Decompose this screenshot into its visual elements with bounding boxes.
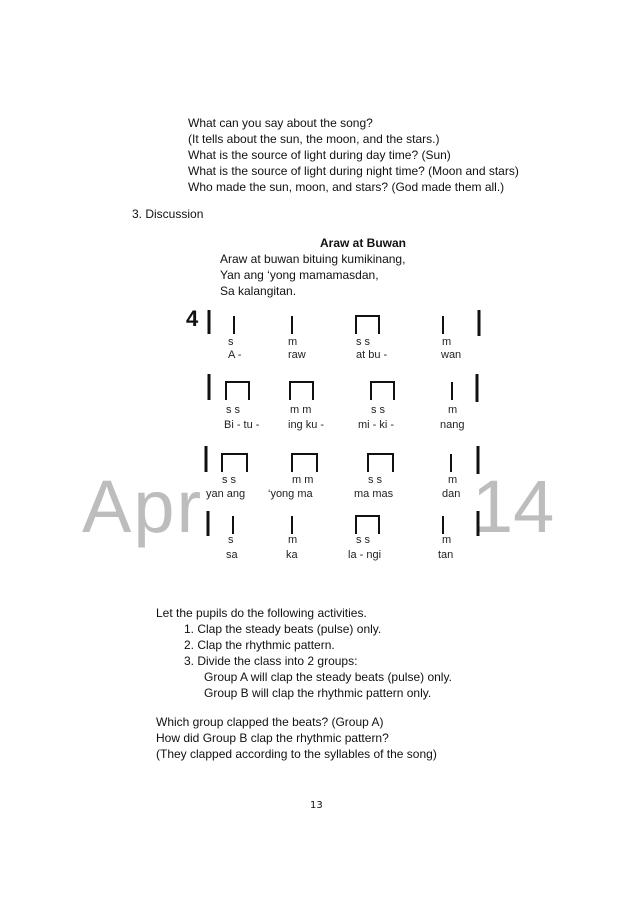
closing-line: (They clapped according to the syllables of the song): [156, 747, 437, 761]
syllable: ‘yong ma: [268, 488, 313, 500]
syllable: Bi - tu -: [224, 419, 260, 431]
syllable: raw: [288, 349, 306, 361]
activity-item: 1. Clap the steady beats (pulse) only.: [184, 622, 382, 636]
watermark-right: 14: [472, 465, 555, 548]
solfa-note: m: [442, 336, 452, 348]
syllable: dan: [442, 488, 461, 500]
activities-intro: Let the pupils do the following activities.: [156, 606, 367, 620]
solfa-note: m: [288, 534, 298, 546]
syllable: yan ang: [206, 488, 246, 500]
question-line: What can you say about the song?: [188, 116, 373, 130]
group-item: Group A will clap the steady beats (pulse) only.: [204, 670, 452, 684]
time-signature: 4: [186, 306, 199, 331]
syllable: tan: [438, 549, 454, 561]
question-line: (It tells about the sun, the moon, and the stars.): [188, 132, 440, 146]
syllable: ma mas: [354, 488, 394, 500]
syllable: A -: [228, 349, 242, 361]
solfa-note: s: [228, 336, 234, 348]
solfa-note: s s: [222, 474, 237, 486]
solfa-note: s s: [371, 404, 386, 416]
lyric-line: Araw at buwan bituing kumikinang,: [220, 252, 406, 266]
solfa-note: s s: [356, 336, 371, 348]
solfa-note: m: [448, 404, 458, 416]
syllable: sa: [226, 549, 238, 561]
song-title: Araw at Buwan: [320, 236, 407, 250]
solfa-note: m m: [290, 404, 312, 416]
question-line: What is the source of light during day time? (Sun): [188, 148, 451, 162]
question-line: Who made the sun, moon, and stars? (God made them all.): [188, 180, 505, 194]
solfa-note: m: [288, 336, 298, 348]
solfa-note: s: [228, 534, 234, 546]
activity-item: 3. Divide the class into 2 groups:: [184, 654, 358, 668]
syllable: at bu -: [356, 349, 388, 361]
syllable: wan: [441, 349, 462, 361]
lyric-line: Yan ang ‘yong mamamasdan,: [220, 268, 379, 282]
activity-item: 2. Clap the rhythmic pattern.: [184, 638, 335, 652]
syllable: ka: [286, 549, 298, 561]
watermark-left: Apr: [82, 465, 204, 548]
section-heading: 3. Discussion: [132, 207, 204, 221]
closing-line: Which group clapped the beats? (Group A): [156, 715, 384, 729]
solfa-note: m: [442, 534, 452, 546]
solfa-note: m: [448, 474, 458, 486]
syllable: nang: [440, 419, 465, 431]
rhythm-notation: [186, 306, 496, 546]
group-item: Group B will clap the rhythmic pattern only.: [204, 686, 432, 700]
page-number: 13: [310, 800, 323, 811]
lyric-line: Sa kalangitan.: [220, 284, 297, 298]
syllable: la - ngi: [348, 549, 382, 561]
syllable: mi - ki -: [358, 419, 395, 431]
solfa-note: s s: [356, 534, 371, 546]
closing-line: How did Group B clap the rhythmic pattern?: [156, 731, 389, 745]
solfa-note: s s: [226, 404, 241, 416]
question-line: What is the source of light during night time? (Moon and stars): [188, 164, 519, 178]
solfa-note: m m: [292, 474, 314, 486]
syllable: ing ku -: [288, 419, 325, 431]
solfa-note: s s: [368, 474, 383, 486]
